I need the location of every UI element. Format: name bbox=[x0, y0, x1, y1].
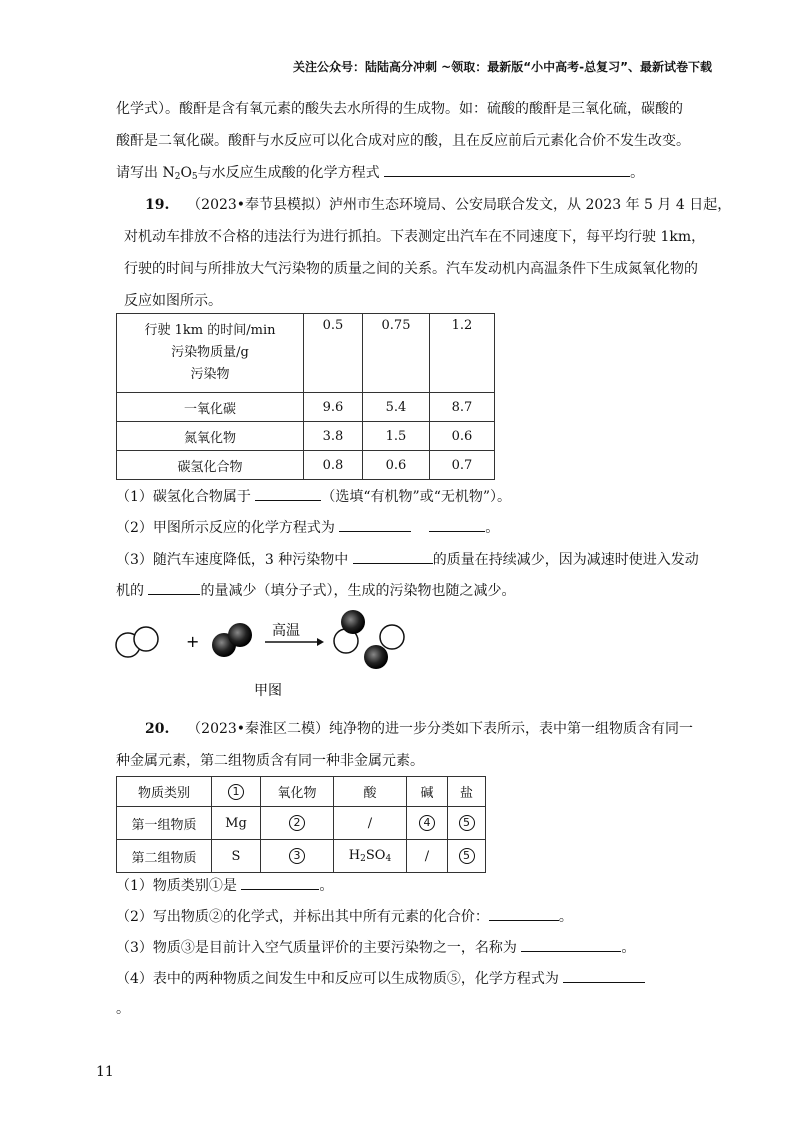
part-text: 的质量在持续减少，因为减速时使进入发动 bbox=[432, 552, 699, 568]
answer-blank[interactable] bbox=[521, 939, 621, 952]
q20-line-1 bbox=[145, 718, 693, 738]
answer-blank[interactable] bbox=[384, 164, 630, 177]
product-molecule bbox=[334, 610, 365, 653]
row-header: 第二组物质 bbox=[117, 840, 212, 873]
column-header: 酸 bbox=[334, 777, 407, 807]
table-cell bbox=[448, 840, 486, 873]
value-cell: 0.6 bbox=[363, 451, 430, 480]
q20-part-4-end: 。 bbox=[116, 1001, 130, 1017]
value-cell: 0.8 bbox=[304, 451, 363, 480]
figure-caption: 甲图 bbox=[254, 683, 282, 699]
answer-blank[interactable] bbox=[148, 582, 200, 595]
q20-line-2: 种金属元素，第二组物质含有同一种非金属元素。 bbox=[116, 753, 424, 769]
table-cell: / bbox=[407, 840, 448, 873]
answer-blank[interactable] bbox=[563, 970, 645, 983]
part-text: 机的 bbox=[116, 583, 144, 599]
time-cell: 1.2 bbox=[430, 314, 495, 393]
dark-atom bbox=[228, 623, 252, 647]
answer-blank[interactable] bbox=[241, 877, 319, 890]
header-line-mass: 污染物质量/g bbox=[171, 345, 249, 360]
row-header: 第一组物质 bbox=[117, 807, 212, 840]
reactant-molecule-white bbox=[116, 627, 158, 657]
q20-table bbox=[116, 776, 486, 873]
intro-line-1: 化学式）。酸酐是含有氧元素的酸失去水所得的生成物。如：硫酸的酸酐是三氧化硫，碳酸的 bbox=[116, 101, 683, 117]
reactant-molecule-dark bbox=[212, 623, 252, 657]
part-text: （4）表中的两种物质之间发生中和反应可以生成物质⑤，化学方程式为 bbox=[116, 971, 559, 987]
q20-part-3 bbox=[116, 937, 635, 957]
intro-line-3-b: O bbox=[180, 165, 192, 181]
column-header bbox=[212, 777, 261, 807]
table-cell bbox=[261, 840, 334, 873]
part-text: 的量减少（填分子式），生成的污染物也随之减少。 bbox=[200, 583, 516, 599]
header-line-pollutant: 污染物 bbox=[190, 367, 230, 382]
table-cell: S bbox=[212, 840, 261, 873]
part-text: 。 bbox=[485, 520, 500, 536]
dark-atom bbox=[364, 645, 388, 669]
q20-part-2 bbox=[116, 906, 573, 926]
circled-number: 2 bbox=[289, 815, 305, 831]
table-cell: Mg bbox=[212, 807, 261, 840]
circled-number: 4 bbox=[419, 815, 435, 831]
column-header: 物质类别 bbox=[117, 777, 212, 807]
q20-part-4 bbox=[116, 968, 645, 988]
intro-line-3-c: 与水反应生成酸的化学方程式 bbox=[197, 165, 380, 181]
column-header: 盐 bbox=[448, 777, 486, 807]
formula-part: H bbox=[348, 848, 361, 863]
q19-part-3 bbox=[116, 549, 699, 569]
value-cell: 1.5 bbox=[363, 422, 430, 451]
table-cell bbox=[261, 807, 334, 840]
q19-line-2: 对机动车排放不合格的违法行为进行抓拍。下表测定出汽车在不同速度下，每平均行驶 1km， bbox=[124, 229, 706, 245]
circled-number: 5 bbox=[459, 848, 475, 864]
q19-line-4: 反应如图所示。 bbox=[124, 293, 222, 309]
q20-part-1 bbox=[116, 875, 333, 895]
white-atom bbox=[134, 627, 158, 651]
answer-blank[interactable] bbox=[489, 908, 559, 921]
value-cell: 5.4 bbox=[363, 393, 430, 422]
intro-line-3-a: 请写出 N bbox=[116, 165, 175, 181]
q19-part-2 bbox=[116, 517, 499, 537]
q19-line-3: 行驶的时间与所排放大气污染物的质量之间的关系。汽车发动机内高温条件下生成氮氧化物的 bbox=[124, 261, 698, 277]
time-cell: 0.75 bbox=[363, 314, 430, 393]
white-atom bbox=[380, 625, 404, 649]
q19-line-1 bbox=[145, 194, 731, 214]
answer-blank[interactable] bbox=[339, 519, 411, 532]
line-end: 。 bbox=[630, 165, 645, 181]
plus-sign: + bbox=[186, 632, 200, 651]
value-cell: 0.7 bbox=[430, 451, 495, 480]
pollutant-name: 氮氧化物 bbox=[117, 422, 304, 451]
page-header: 关注公众号：陆陆高分冲刺 ~领取：最新版“小中高考-总复习”、最新试卷下载 bbox=[293, 60, 712, 74]
table-header-cell bbox=[117, 314, 304, 393]
answer-blank[interactable] bbox=[353, 551, 433, 564]
question-number: 20. bbox=[145, 721, 170, 737]
q19-part-4 bbox=[116, 580, 515, 600]
dark-atom bbox=[341, 610, 365, 634]
part-text: （3）物质③是目前计入空气质量评价的主要污染物之一，名称为 bbox=[116, 940, 517, 956]
circled-number: 1 bbox=[228, 784, 244, 800]
q19-text: （2023•奉节县模拟）泸州市生态环境局、公安局联合发文，从 2023 年 5 月 4 日起， bbox=[187, 197, 732, 213]
column-header: 氧化物 bbox=[261, 777, 334, 807]
part-text: 。 bbox=[319, 878, 334, 894]
column-header: 碱 bbox=[407, 777, 448, 807]
answer-blank[interactable] bbox=[429, 519, 485, 532]
table-cell bbox=[334, 840, 407, 873]
arrow-head-icon bbox=[317, 638, 324, 646]
part-text: （2）写出物质②的化学式，并标出其中所有元素的化合价： bbox=[116, 909, 489, 925]
circled-number: 3 bbox=[289, 848, 305, 864]
part-text: （1）碳氢化合物属于 bbox=[116, 489, 251, 505]
part-text: 。 bbox=[558, 909, 573, 925]
value-cell: 8.7 bbox=[430, 393, 495, 422]
answer-blank[interactable] bbox=[255, 488, 321, 501]
value-cell: 9.6 bbox=[304, 393, 363, 422]
table-cell bbox=[448, 807, 486, 840]
q19-table bbox=[116, 313, 495, 480]
question-number: 19. bbox=[145, 197, 170, 213]
header-line-time: 行驶 1km 的时间/min bbox=[144, 323, 276, 338]
part-text: （选填“有机物”或“无机物”）。 bbox=[321, 489, 512, 505]
subscript: 2 bbox=[360, 854, 366, 864]
time-cell: 0.5 bbox=[304, 314, 363, 393]
reaction-figure bbox=[110, 605, 430, 705]
product-molecule bbox=[364, 625, 404, 669]
subscript-2: 2 bbox=[174, 172, 181, 182]
q20-text: （2023•秦淮区二模）纯净物的进一步分类如下表所示，表中第一组物质含有同一 bbox=[187, 721, 694, 737]
pollutant-name: 一氧化碳 bbox=[117, 393, 304, 422]
formula-part: SO bbox=[365, 848, 386, 863]
part-text: 。 bbox=[621, 940, 636, 956]
q19-part-1 bbox=[116, 486, 511, 506]
value-cell: 0.6 bbox=[430, 422, 495, 451]
page-number: 11 bbox=[96, 1064, 114, 1080]
part-text: （1）物质类别①是 bbox=[116, 878, 237, 894]
value-cell: 3.8 bbox=[304, 422, 363, 451]
table-cell: / bbox=[334, 807, 407, 840]
intro-line-2: 酸酐是二氧化碳。酸酐与水反应可以化合成对应的酸，且在反应前后元素化合价不发生改变。 bbox=[116, 133, 690, 149]
reaction-condition: 高温 bbox=[272, 623, 300, 639]
pollutant-name: 碳氢化合物 bbox=[117, 451, 304, 480]
intro-line-3 bbox=[116, 162, 644, 182]
subscript-5: 5 bbox=[191, 172, 198, 182]
circled-number: 5 bbox=[459, 815, 475, 831]
table-cell bbox=[407, 807, 448, 840]
subscript: 4 bbox=[385, 854, 392, 864]
part-text: （3）随汽车速度降低，3 种污染物中 bbox=[116, 552, 349, 568]
part-text: （2）甲图所示反应的化学方程式为 bbox=[116, 520, 335, 536]
